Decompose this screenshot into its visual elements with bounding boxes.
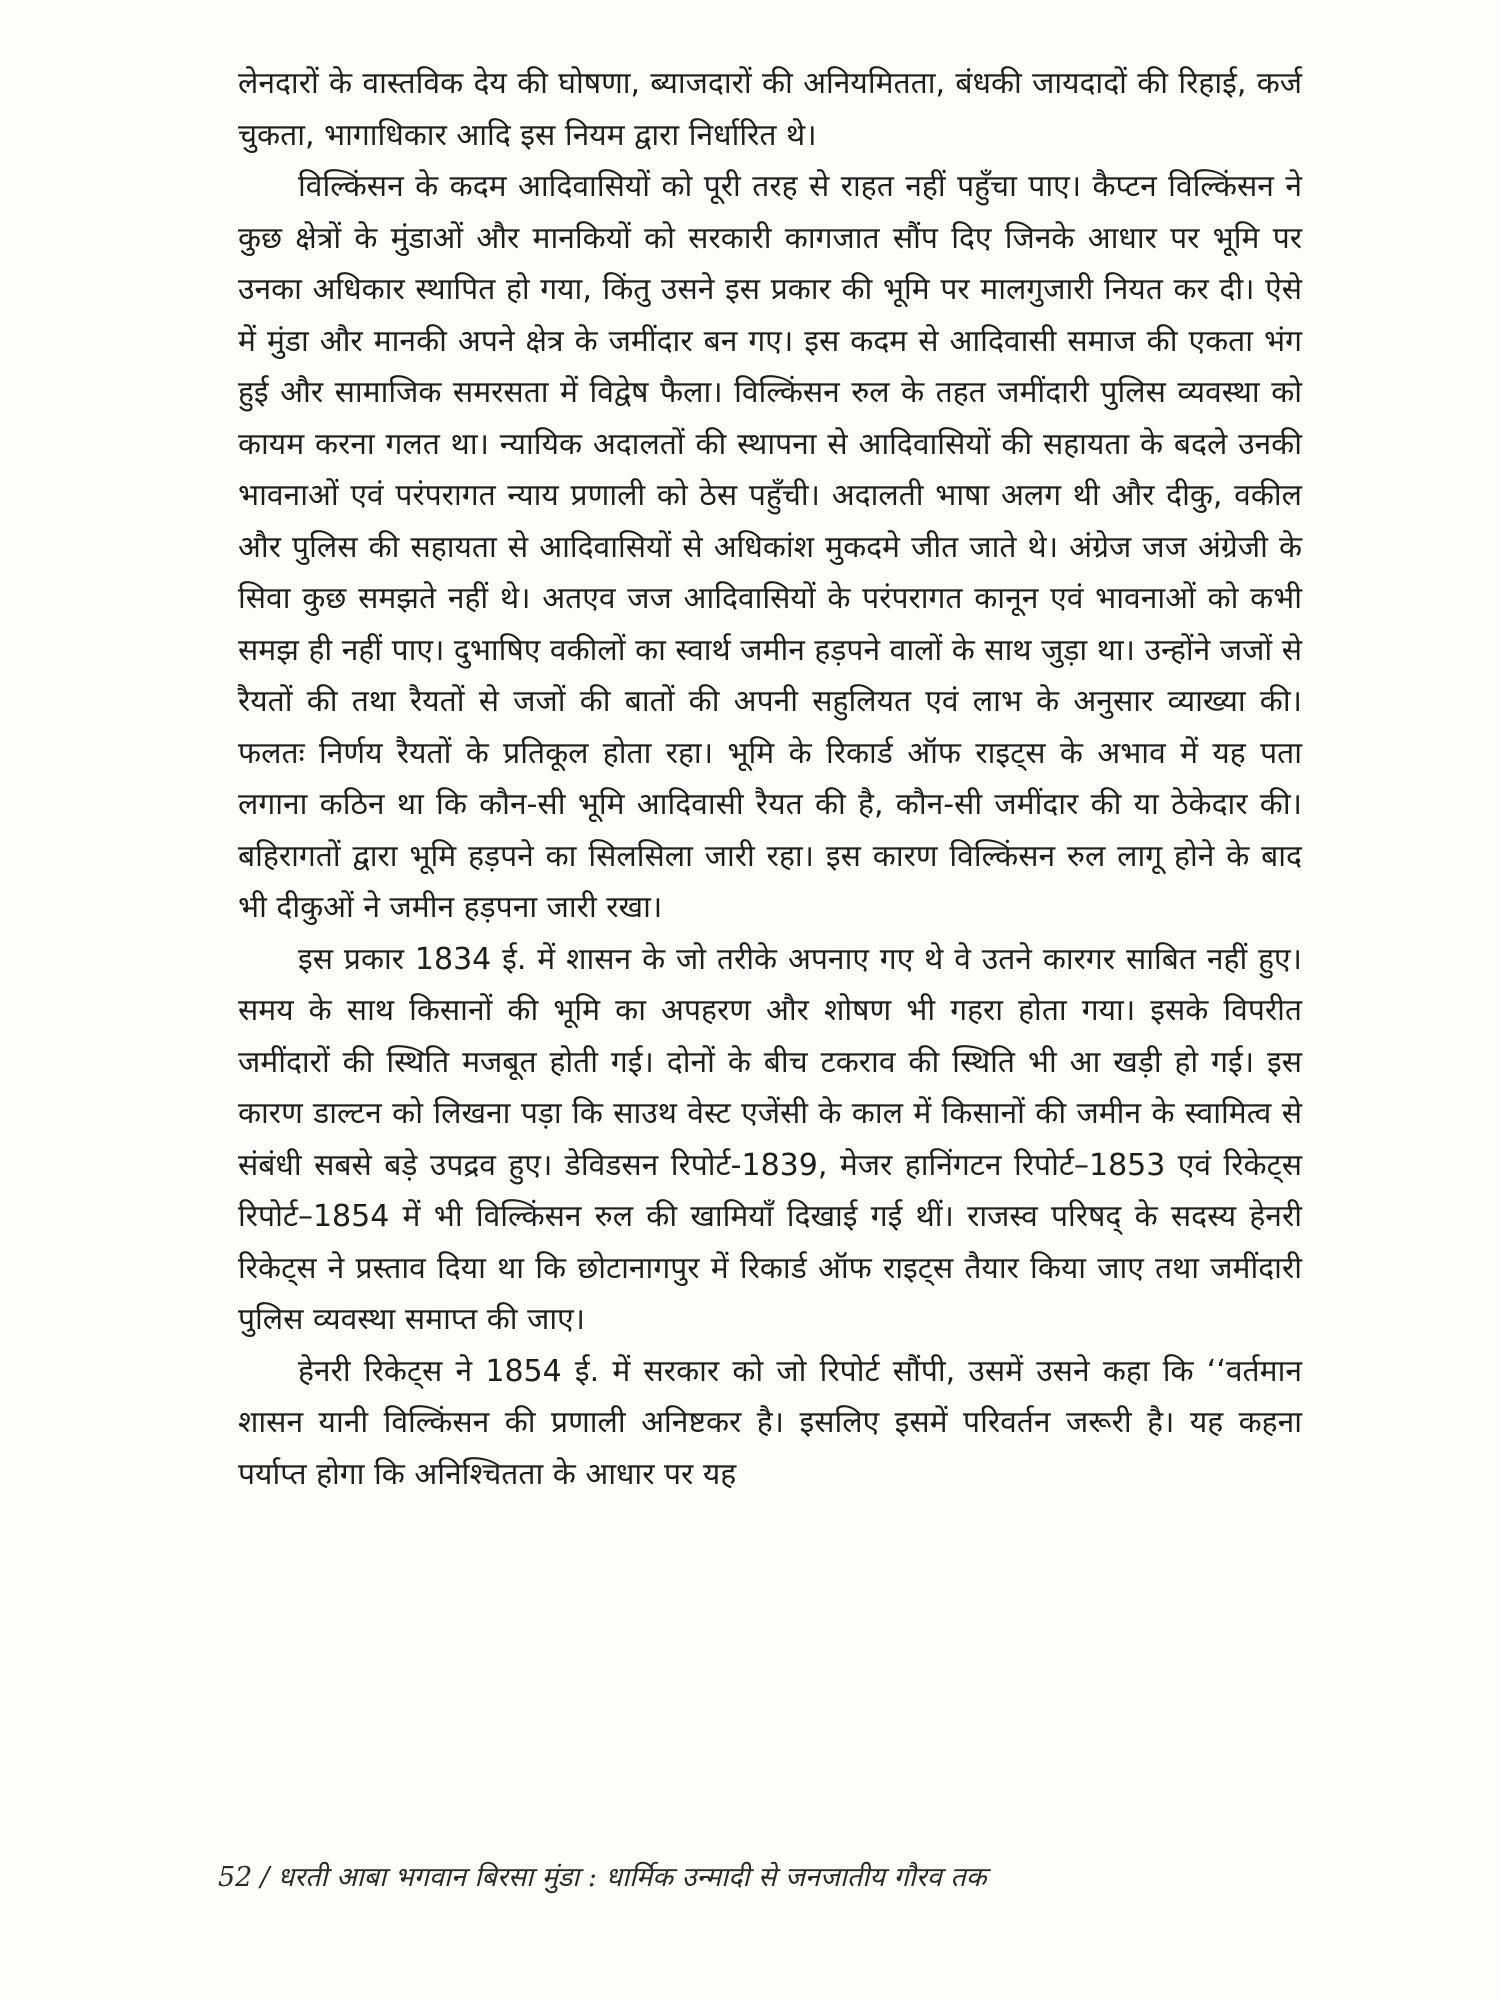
paragraph-4: हेनरी रिकेट्स ने 1854 ई. में सरकार को जो रिपोर्ट सौंपी, उसमें उसने कहा कि ‘‘वर्तमान शासन यानी विल्किंसन की प्रणाली अनिष्टकर है। इसलिए इसमें परिवर्तन जरूरी है। यह कहना पर्याप्त होगा कि अनिश्चितता के आधार पर यह (238, 1353, 1302, 1492)
page-number: 52 (218, 1862, 253, 1893)
body-text (238, 58, 1302, 1500)
paragraph-3: इस प्रकार 1834 ई. में शासन के जो तरीके अपनाए गए थे वे उतने कारगर साबित नहीं हुए। समय के साथ किसानों की भूमि का अपहरण और शोषण भी गहरा होता गया। इसके विपरीत जमींदारों की स्थिति मजबूत होती गई। दोनों के बीच टकराव की स्थिति भी आ खड़ी हो गई। इस कारण डाल्टन को लिखना पड़ा कि साउथ वेस्ट एजेंसी के काल में किसानों की जमीन के स्वामित्व से संबंधी सबसे बड़े उपद्रव हुए। डेविडसन रिपोर्ट-1839, मेजर हानिंगटन रिपोर्ट–1853 एवं रिकेट्स रिपोर्ट–1854 में भी विल्किंसन रुल की खामियाँ दिखाई गई थीं। राजस्व परिषद् के सदस्य हेनरी रिकेट्स ने प्रस्ताव दिया था कि छोटानागपुर में रिकार्ड ऑफ राइट्स तैयार किया जाए तथा जमींदारी पुलिस व्यवस्था समाप्त की जाए। (238, 941, 1302, 1337)
paragraph-2: विल्किंसन के कदम आदिवासियों को पूरी तरह से राहत नहीं पहुँचा पाए। कैप्टन विल्किंसन ने कुछ क्षेत्रों के मुंडाओं और मानकियों को सरकारी कागजात सौंप दिए जिनके आधार पर भूमि पर उनका अधिकार स्थापित हो गया, किंतु उसने इस प्रकार की भूमि पर मालगुजारी नियत कर दी। ऐसे में मुंडा और मानकी अपने क्षेत्र के जमींदार बन गए। इस कदम से आदिवासी समाज की एकता भंग हुई और सामाजिक समरसता में विद्वेष फैला। विल्किंसन रुल के तहत जमींदारी पुलिस व्यवस्था को कायम करना गलत था। न्यायिक अदालतों की स्थापना से आदिवासियों की सहायता के बदले उनकी भावनाओं एवं परंपरागत न्याय प्रणाली को ठेस पहुँची। अदालती भाषा अलग थी और दीकु, वकील और पुलिस की सहायता से आदिवासियों से अधिकांश मुकदमे जीत जाते थे। अंग्रेज जज अंग्रेजी के सिवा कुछ समझते नहीं थे। अतएव जज आदिवासियों के परंपरागत कानून एवं भावनाओं को कभी समझ ही नहीं पाए। दुभाषिए वकीलों का स्वार्थ जमीन हड़पने वालों के साथ जुड़ा था। उन्होंने जजों से रैयतों की तथा रैयतों से जजों की बातों की अपनी सहुलियत एवं लाभ के अनुसार व्याख्या की। फलतः निर्णय रैयतों के प्रतिकूल होता रहा। भूमि के रिकार्ड ऑफ राइट्स के अभाव में यह पता लगाना कठिन था कि कौन-सी भूमि आदिवासी रैयत की है, कौन-सी जमींदार की या ठेकेदार की। बहिरागतों द्वारा भूमि हड़पने का सिलसिला जारी रहा। इस कारण विल्किंसन रुल लागू होने के बाद भी दीकुओं ने जमीन हड़पना जारी रखा। (238, 169, 1302, 925)
paragraph-1: लेनदारों के वास्तविक देय की घोषणा, ब्याजदारों की अनियमितता, बंधकी जायदादों की रिहाई, कर्ज चुकता, भागाधिकार आदि इस नियम द्वारा निर्धारित थे। (238, 66, 1302, 153)
page-footer (218, 1858, 1318, 1898)
footer-separator: / (260, 1862, 270, 1893)
book-title: धरती आबा भगवान बिरसा मुंडा : धार्मिक उन्मादी से जनजातीय गौरव तक (277, 1862, 987, 1893)
